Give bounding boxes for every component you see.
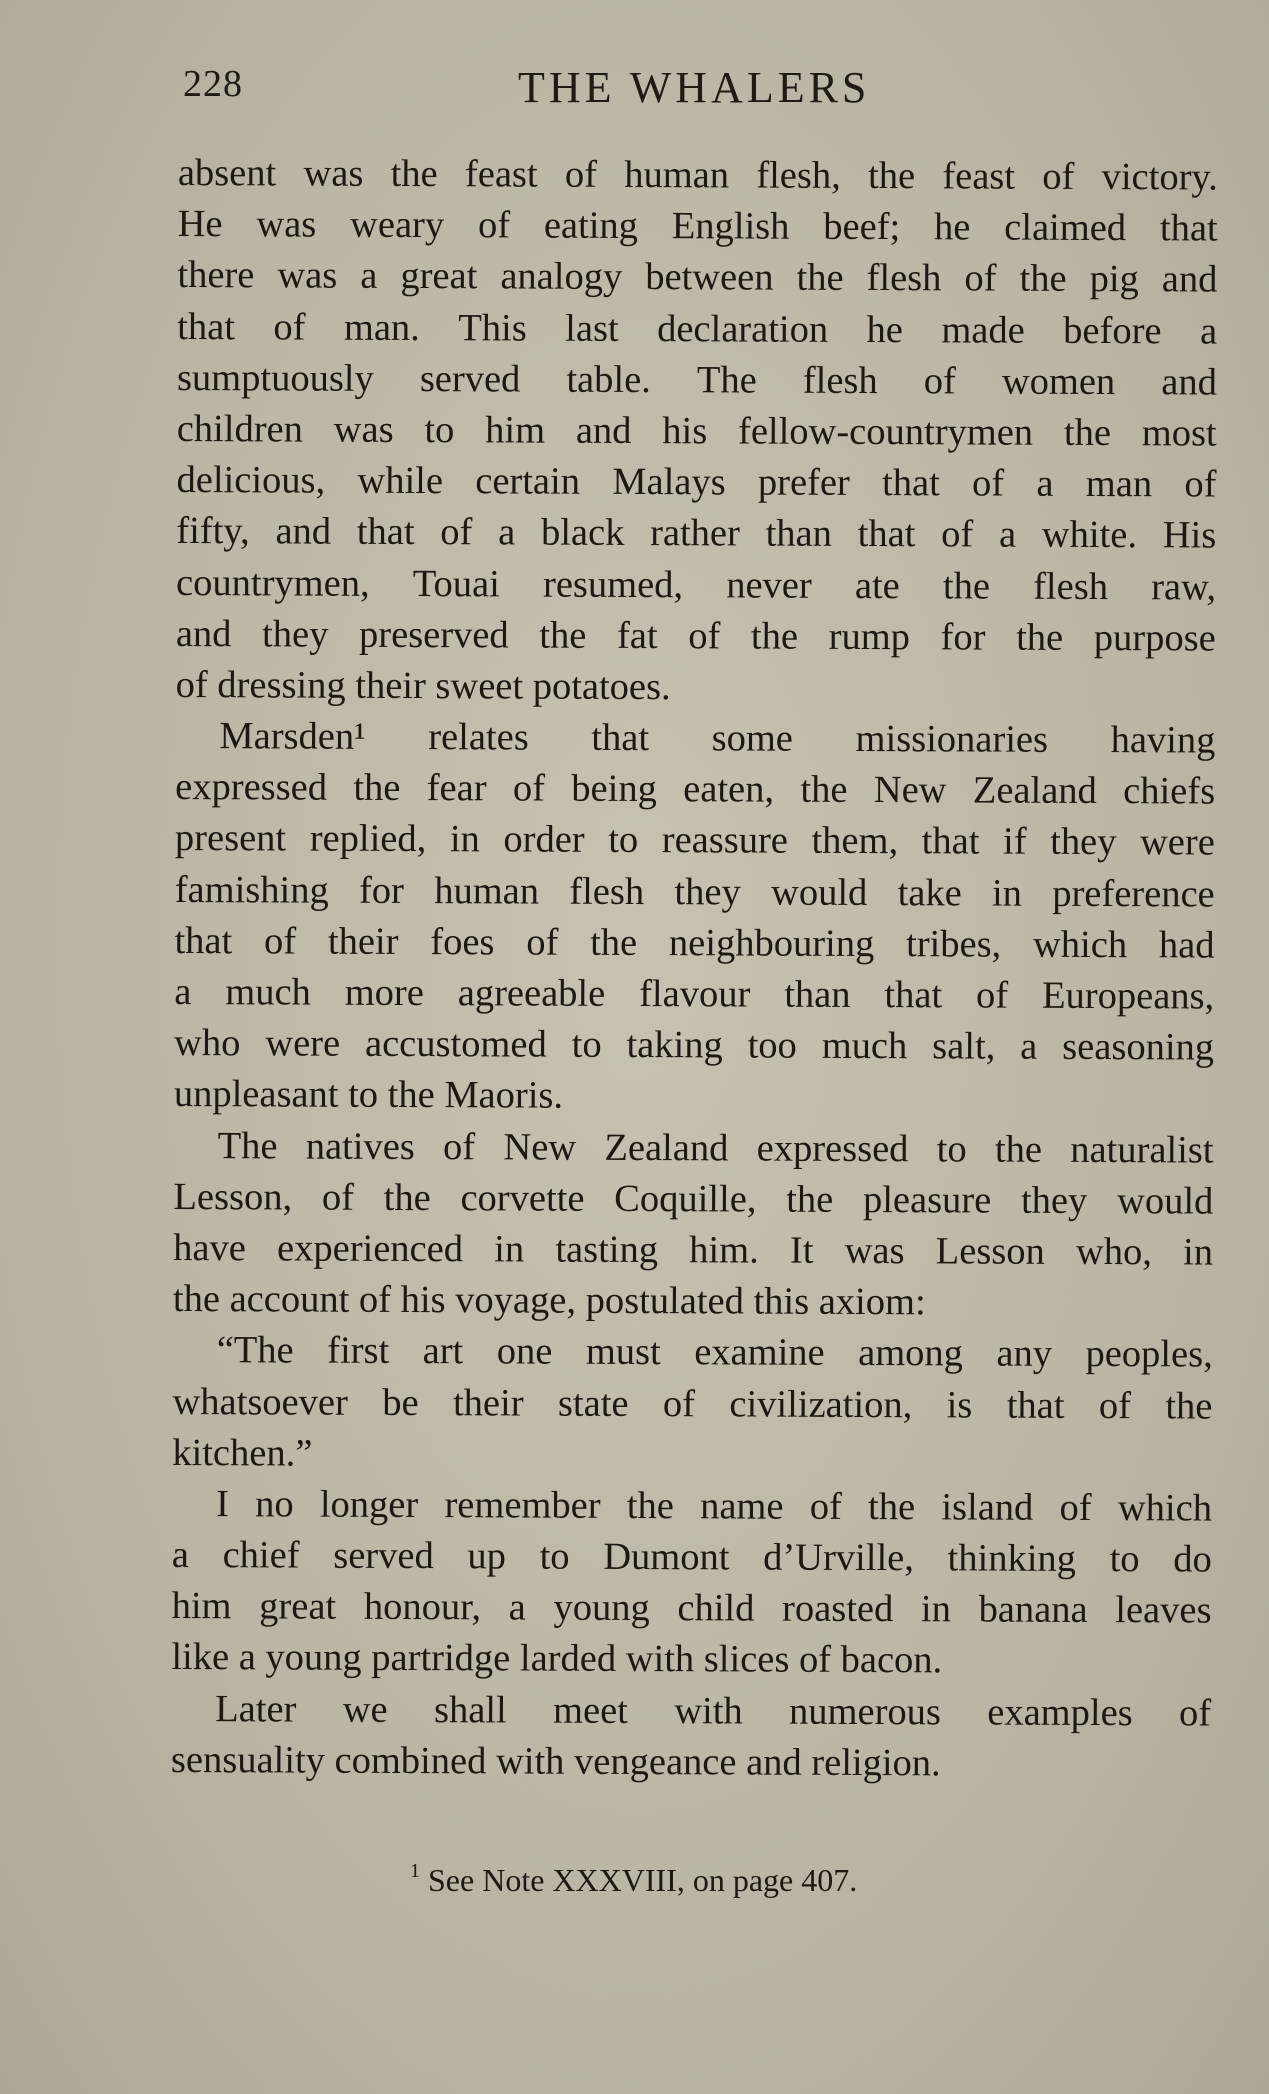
text-line: fifty, and that of a black rather than that of a white. His <box>176 510 1217 557</box>
text-line: delicious, while certain Malays prefer that of a man of <box>176 459 1217 506</box>
text-line: sumptuously served table. The flesh of women and <box>176 356 1217 404</box>
text-line: the account of his voyage, postulated this axiom: <box>172 1278 926 1324</box>
text-line: that of their foes of the neighbouring tribes, which had <box>174 919 1215 967</box>
text-line: a much more agreeable flavour than that of Europeans, <box>174 970 1215 1018</box>
text-line: sensuality combined with vengeance and religion. <box>170 1738 941 1785</box>
text-line: have experienced in tasting him. It was Lesson who, in <box>173 1226 1214 1274</box>
text-line: there was a great analogy between the flesh of the pig and <box>177 254 1218 301</box>
text-line: him great honour, a young child roasted in banana leaves <box>171 1585 1212 1632</box>
text-line: Marsden¹ relates that some missionaries having <box>219 715 1216 762</box>
footnote-text: See Note XXXVIII, on page 407. <box>428 1862 858 1898</box>
text-line: that of man. This last declaration he made before a <box>177 305 1218 353</box>
text-line: present replied, in order to reassure them, that if they were <box>174 817 1215 864</box>
text-line: famishing for human flesh they would take in preference <box>174 868 1215 916</box>
text-line: kitchen.” <box>172 1431 313 1475</box>
text-line: Lesson, of the corvette Coquille, the pleasure they would <box>173 1175 1214 1223</box>
text-line: a chief served up to Dumont d’Urville, thinking to do <box>171 1534 1212 1581</box>
footnote <box>410 1862 857 1899</box>
text-line: children was to him and his fellow-countrymen the most <box>176 407 1217 455</box>
footnote-marker: 1 <box>410 1860 420 1882</box>
text-line: whatsoever be their state of civilization, is that of the <box>172 1380 1213 1428</box>
text-line: absent was the feast of human flesh, the feast of victory. <box>177 151 1218 199</box>
text-line: and they preserved the fat of the rump for the purpose <box>175 612 1216 660</box>
text-line: countrymen, Touai resumed, never ate the flesh raw, <box>176 561 1217 609</box>
text-line: like a young partridge larded with slices of bacon. <box>171 1636 943 1682</box>
text-line: The natives of New Zealand expressed to the naturalist <box>217 1124 1214 1172</box>
body-text <box>171 148 1218 1791</box>
text-line: who were accustomed to taking too much salt, a seasoning <box>174 1022 1215 1069</box>
text-line: of dressing their sweet potatoes. <box>175 663 671 709</box>
text-line: I no longer remember the name of the island of which <box>215 1483 1213 1530</box>
page-header <box>183 62 1213 122</box>
text-line: expressed the fear of being eaten, the New Zealand chiefs <box>175 766 1216 813</box>
text-line: unpleasant to the Maoris. <box>173 1073 564 1118</box>
page-number: 228 <box>183 63 243 105</box>
text-line: He was weary of eating English beef; he claimed that <box>177 203 1218 250</box>
text-line: “The first art one must examine among any peoples, <box>216 1329 1213 1376</box>
running-head: THE WHALERS <box>518 63 871 112</box>
text-line: Later we shall meet with numerous examples of <box>215 1687 1212 1735</box>
